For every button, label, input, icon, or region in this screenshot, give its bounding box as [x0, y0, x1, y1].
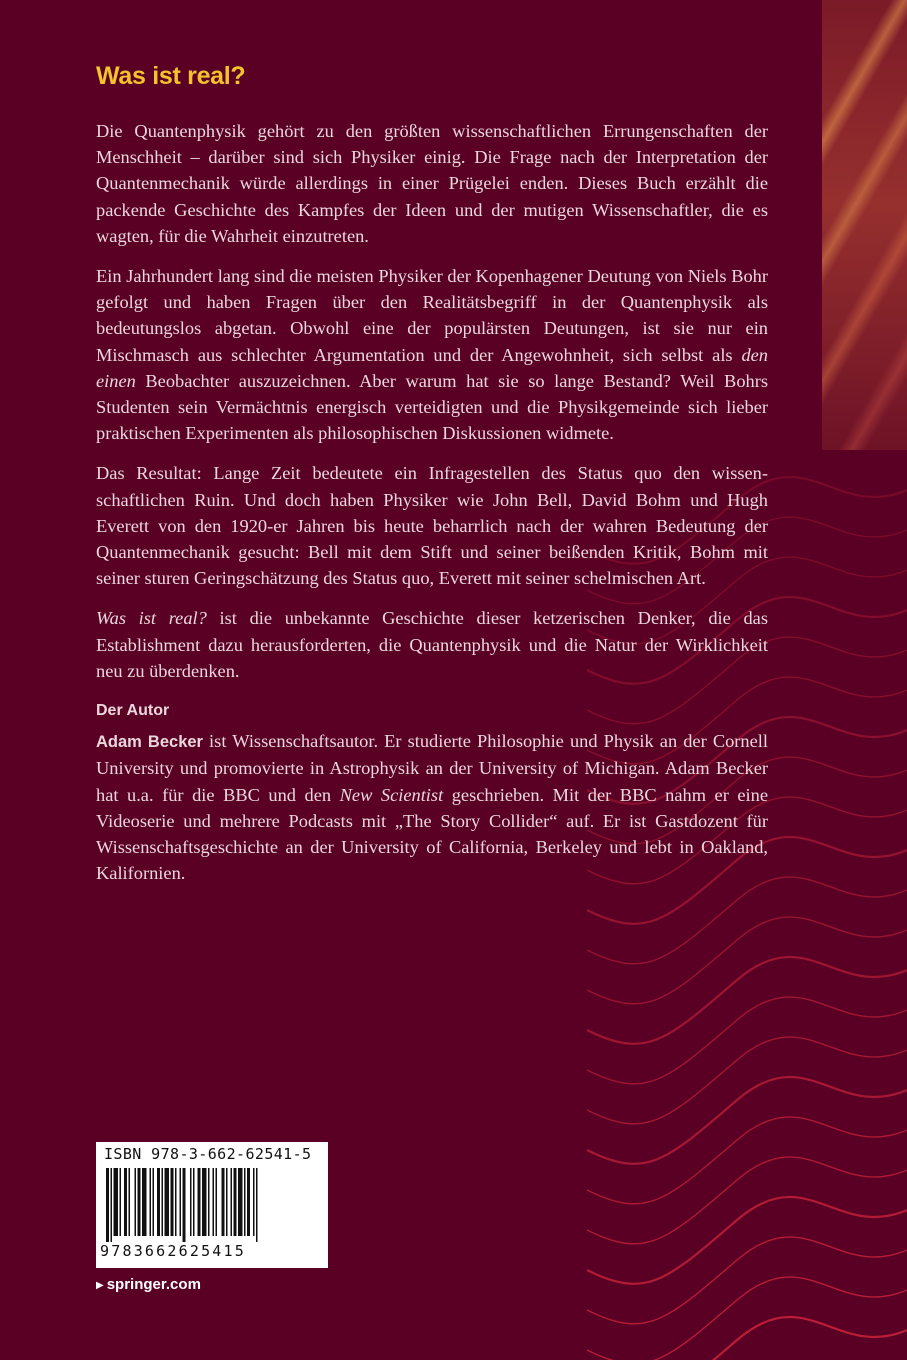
- blurb-paragraph-2-emphasis: den einen: [96, 344, 768, 391]
- barcode-bar: [238, 1168, 243, 1236]
- barcode-bar: [129, 1168, 131, 1236]
- triangle-right-icon: ▶: [96, 1280, 104, 1291]
- wave-line: [587, 917, 907, 1004]
- barcode-bar: [244, 1168, 246, 1236]
- barcode-bar: [208, 1168, 210, 1236]
- author-name: Adam Becker: [96, 733, 203, 752]
- barcode-bar: [120, 1168, 122, 1236]
- book-title: Was ist real?: [96, 62, 246, 90]
- wave-line: [587, 1077, 907, 1164]
- barcode-bar: [216, 1168, 218, 1236]
- barcode-bar: [153, 1168, 155, 1236]
- blurb-text: [96, 118, 768, 900]
- wave-line: [587, 1317, 907, 1360]
- barcode-bar: [202, 1168, 207, 1236]
- barcode-bar: [124, 1168, 127, 1236]
- barcode-bar: [165, 1168, 170, 1236]
- barcode-bar: [226, 1168, 228, 1236]
- author-bio-part-b: geschrieben. Mit der BBC nahm er eine Videoserie und mehrere Podcasts mit „The Story Collider“ auf. Er ist Gastdozent für Wissenschaftsgeschichte an der University of California, Berkeley und lebt in Oakland, Kalifornien.: [96, 784, 768, 884]
- ean-digits: 9783662625415: [100, 1242, 246, 1260]
- wave-line: [587, 1277, 907, 1360]
- barcode-bar: [190, 1168, 192, 1236]
- barcode-bar: [247, 1168, 250, 1236]
- barcode-bar: [253, 1168, 255, 1236]
- blurb-paragraph-1: Die Quantenphysik gehört zu den größten wissenschaftlichen Errungenschaften der Menschheit – darüber sind sich Physiker einig. Die Frage nach der Interpretation der Quantenmechanik würde allerdings in einer Prügelei enden. Dieses Buch erzählt die packende Geschichte des Kampfes der Ideen und der mutigen Wissenschaftler, die es wagten, für die Wahrheit einzutreten.: [96, 121, 768, 246]
- blurb-paragraph-4-emphasis: Was ist real?: [96, 608, 207, 629]
- barcode-bar: [198, 1168, 201, 1236]
- barcode-bar: [231, 1168, 233, 1236]
- wave-line: [587, 1237, 907, 1324]
- barcode-bar: [222, 1168, 225, 1236]
- barcode-bar: [106, 1168, 109, 1242]
- barcode-bar: [114, 1168, 119, 1236]
- barcode-bar: [135, 1168, 137, 1236]
- wave-line: [587, 957, 907, 1044]
- blurb-paragraph-3: Das Resultat: Lange Zeit bedeutete ein Infragestellen des Status quo den wissenschaftlichen Ruin. Und doch haben Physiker wie John Bell, David Bohm und Hugh Everett von den 1920-er Jahren bis heute beharrlich nach der wahren Bedeutung der Quantenmechanik gesucht: Bell mit dem Stift und seiner beißenden Kritik, Bohm mit seiner sturen Geringschätzung des Status quo, Everett mit seiner schelmischen Art.: [96, 463, 768, 589]
- blurb-paragraph-4: [96, 605, 768, 684]
- blurb-paragraph-2-part-a: Ein Jahrhundert lang sind die meisten Physiker der Kopenhagener Deutung von Niels Bohr gefolgt und haben Fragen über den Realitätsbegriff in der Quantenphysik als bedeutungslos abgetan. Obwohl eine der populärsten Deutungen, ist sie nur ein Mischmasch aus schlechter Argumentation und der Angewohnheit, sich selbst als: [96, 266, 768, 365]
- blurb-paragraph-2-part-b: Beobachter auszuzeichnen. Aber warum hat sie so lange Bestand? Weil Bohrs Studenten sein Vermächtnis energisch verteidigten und die Physikgemeinde sich lieber praktischen Experimenten als philosophischen Diskussionen widmete.: [96, 370, 768, 444]
- isbn-label: ISBN 978-3-662-62541-5: [104, 1145, 312, 1163]
- wave-line: [587, 997, 907, 1084]
- blurb-paragraph-2: [96, 263, 768, 446]
- wave-line: [587, 1157, 907, 1244]
- publisher-link[interactable]: [96, 1276, 201, 1293]
- barcode-bar: [234, 1168, 237, 1236]
- barcode-bar: [183, 1168, 186, 1242]
- author-bio: [96, 728, 768, 886]
- publisher-url: springer.com: [106, 1276, 201, 1293]
- author-bio-part-a: ist Wissenschaftsautor. Er studierte Philosophie und Physik an der Cornell University und promovierte in Astrophysik an der University of Michigan. Adam Becker hat u.a. für die BBC und den: [96, 731, 768, 805]
- barcode-bar: [142, 1168, 147, 1236]
- wave-line: [587, 1037, 907, 1124]
- author-heading: Der Autor: [96, 702, 170, 720]
- decorative-side-strip: [822, 0, 907, 450]
- wave-line: [587, 1117, 907, 1204]
- barcode-bar: [256, 1168, 258, 1242]
- barcode-icon: [104, 1168, 320, 1242]
- author-bio-emphasis: New Scientist: [339, 784, 444, 805]
- barcode-bar: [171, 1168, 174, 1236]
- barcode-bar: [180, 1168, 182, 1236]
- barcode-bar: [162, 1168, 164, 1236]
- isbn-barcode-box: [96, 1142, 328, 1268]
- wave-line: [587, 1197, 907, 1284]
- barcode-bar: [111, 1168, 113, 1242]
- barcode-bar: [138, 1168, 141, 1236]
- barcode-bar: [213, 1168, 215, 1236]
- barcode-bar: [175, 1168, 177, 1236]
- barcode-bar: [150, 1168, 152, 1236]
- barcode-bar: [193, 1168, 195, 1236]
- blurb-paragraph-4-part-b: ist die unbekannte Geschichte dieser ketzerischen Denker, die das Establishment dazu herausforderten, die Quantenphysik und die Natur der Wirklichkeit neu zu überdenken.: [96, 608, 768, 681]
- barcode-bar: [157, 1168, 160, 1236]
